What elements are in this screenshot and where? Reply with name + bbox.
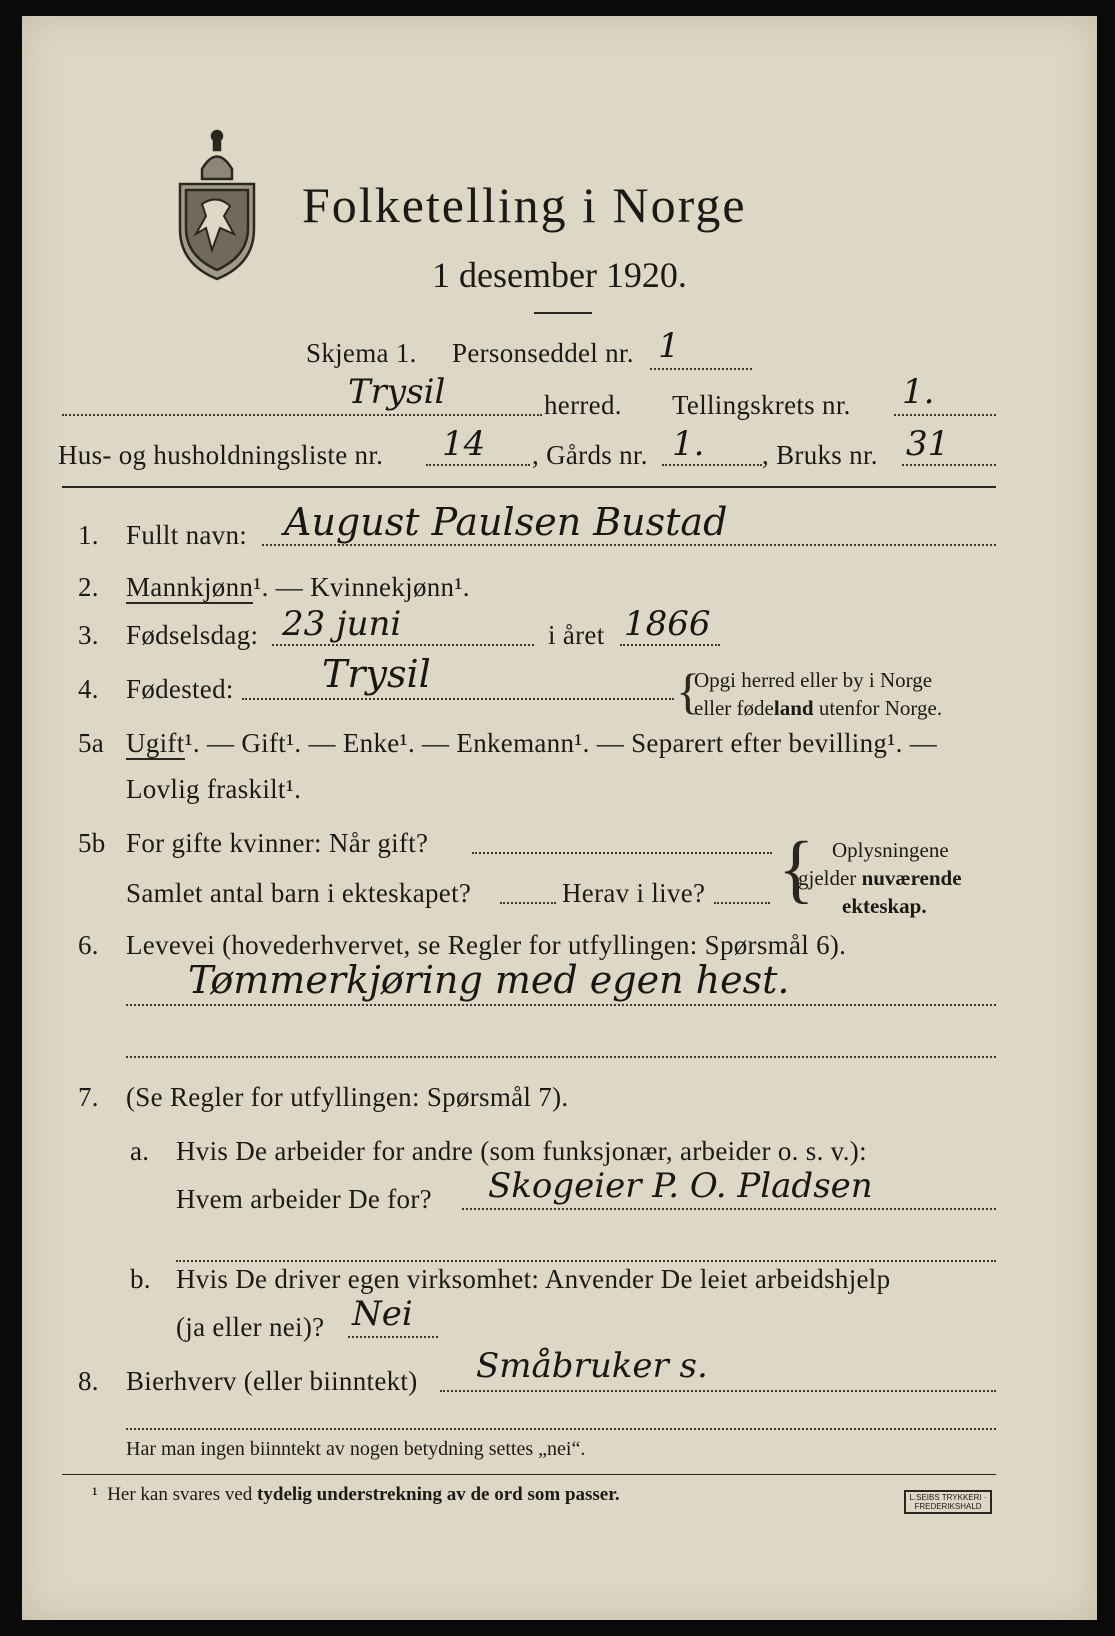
q5a-line2: Lovlig fraskilt¹.: [126, 774, 302, 804]
personseddel-value[interactable]: 1: [658, 326, 680, 366]
tellingskrets-label: Tellingskrets nr.: [672, 390, 851, 420]
q1-full-name-value[interactable]: August Paulsen Bustad: [284, 500, 728, 544]
gards-field-line: [662, 464, 762, 466]
q4-note-line1: Opgi herred eller by i Norge: [694, 668, 933, 692]
q5b-note2: gjelder nuværende: [798, 866, 962, 890]
personseddel-field-line: [650, 368, 752, 370]
gards-label: , Gårds nr.: [532, 440, 648, 470]
q5b-brace: {: [778, 827, 815, 911]
q3-birthday-value[interactable]: 23 juni: [282, 604, 402, 644]
q3-number: 3.: [78, 620, 99, 650]
q5b-line2a: Samlet antal barn i ekteskapet?: [126, 878, 472, 908]
q7b-letter: b.: [130, 1264, 151, 1294]
q1-number: 1.: [78, 520, 99, 550]
q7a-letter: a.: [130, 1136, 150, 1166]
q2-sex-options: Mannkjønn¹. — Kvinnekjønn¹.: [126, 572, 470, 602]
q4-number: 4.: [78, 674, 99, 704]
q3-year-value[interactable]: 1866: [624, 604, 711, 644]
norway-coat-of-arms-icon: [172, 124, 262, 284]
q7b-field-line: [348, 1336, 438, 1338]
form-title: Folketelling i Norge: [302, 177, 747, 233]
q7a-field-line2: [176, 1260, 996, 1262]
title-divider: [534, 312, 592, 314]
herred-label: herred.: [544, 390, 622, 420]
q1-label: Fullt navn:: [126, 520, 248, 550]
q7a-line1: Hvis De arbeider for andre (som funksjonær, arbeider o. s. v.):: [176, 1136, 867, 1166]
q5b-children-field-line: [500, 902, 556, 904]
husholdningsliste-label: Hus- og husholdningsliste nr.: [58, 440, 384, 470]
header-rule: [62, 486, 996, 488]
q8-field-line: [440, 1390, 996, 1392]
bruks-label: , Bruks nr.: [762, 440, 878, 470]
q6-label: Levevei (hovederhvervet, se Regler for utfyllingen: Spørsmål 6).: [126, 930, 847, 960]
q2-female-option[interactable]: Kvinnekjønn: [310, 572, 455, 602]
q3-year-label: i året: [548, 620, 605, 650]
husholdningsliste-value[interactable]: 14: [442, 424, 486, 464]
q7a-line2: Hvem arbeider De for?: [176, 1184, 432, 1214]
q5b-line1: For gifte kvinner: Når gift?: [126, 828, 429, 858]
q1-field-line: [262, 544, 996, 546]
q4-brace: {: [676, 663, 700, 719]
q4-label: Fødested:: [126, 674, 234, 704]
q5b-married-field-line: [472, 852, 772, 854]
q3-label: Fødselsdag:: [126, 620, 259, 650]
q4-note-line2: eller fødeland utenfor Norge.: [694, 696, 943, 720]
husholdningsliste-field-line: [426, 464, 530, 466]
q5a-selected-option[interactable]: Ugift: [126, 728, 185, 758]
q7b-line1: Hvis De driver egen virksomhet: Anvender De leiet arbeidshjelp: [176, 1264, 891, 1294]
q5b-note1: Oplysningene: [832, 838, 949, 862]
bruks-value[interactable]: 31: [906, 424, 950, 464]
census-date: 1 desember 1920.: [432, 255, 687, 295]
footnote: ¹ Her kan svares ved tydelig understrekning av de ord som passer.: [92, 1484, 620, 1505]
q5b-alive-field-line: [714, 902, 770, 904]
q5b-line2b: Herav i live?: [562, 878, 706, 908]
gards-value[interactable]: 1.: [672, 424, 705, 464]
q8-number: 8.: [78, 1366, 99, 1396]
q7a-employer-value[interactable]: Skogeier P. O. Pladsen: [488, 1166, 873, 1206]
q7-label: (Se Regler for utfyllingen: Spørsmål 7).: [126, 1082, 569, 1112]
q5b-note3: ekteskap.: [842, 894, 927, 918]
footer-rule: [62, 1474, 996, 1475]
q2-male-option[interactable]: Mannkjønn: [126, 572, 254, 602]
q5a-marital-options: Ugift¹. — Gift¹. — Enke¹. — Enkemann¹. — Separert efter bevilling¹. —: [126, 728, 937, 758]
q7b-line2: (ja eller nei)?: [176, 1312, 325, 1342]
q7-number: 7.: [78, 1082, 99, 1112]
q8-side-income-value[interactable]: Småbruker s.: [476, 1346, 708, 1386]
q4-birthplace-value[interactable]: Trysil: [322, 652, 431, 696]
q6-field-line2: [126, 1056, 996, 1058]
q8-field-line2: [126, 1428, 996, 1430]
herred-value[interactable]: Trysil: [348, 372, 446, 412]
q5b-number: 5b: [78, 828, 106, 858]
q3-year-field-line: [620, 644, 720, 646]
skjema-label: Skjema 1.: [306, 338, 417, 368]
q2-number: 2.: [78, 572, 99, 602]
footer-note: Har man ingen biinntekt av nogen betydning settes „nei“.: [126, 1438, 586, 1460]
tellingskrets-value[interactable]: 1.: [902, 372, 935, 412]
q6-occupation-value[interactable]: Tømmerkjøring med egen hest.: [188, 958, 790, 1002]
tellingskrets-field-line: [894, 414, 996, 416]
personseddel-label: Personseddel nr.: [452, 338, 634, 368]
q4-field-line: [242, 698, 674, 700]
q3-day-field-line: [272, 644, 534, 646]
q7b-hired-help-value[interactable]: Nei: [352, 1294, 413, 1334]
q6-number: 6.: [78, 930, 99, 960]
bruks-field-line: [902, 464, 996, 466]
herred-field-line: [62, 414, 542, 416]
census-form-page: [22, 16, 1097, 1620]
q7a-field-line: [462, 1208, 996, 1210]
q6-field-line1: [126, 1004, 996, 1006]
q8-label: Bierhverv (eller biinntekt): [126, 1366, 418, 1396]
printer-stamp: L.SEIBS TRYKKERI · FREDERIKSHALD: [904, 1490, 992, 1514]
q5a-number: 5a: [78, 728, 105, 758]
